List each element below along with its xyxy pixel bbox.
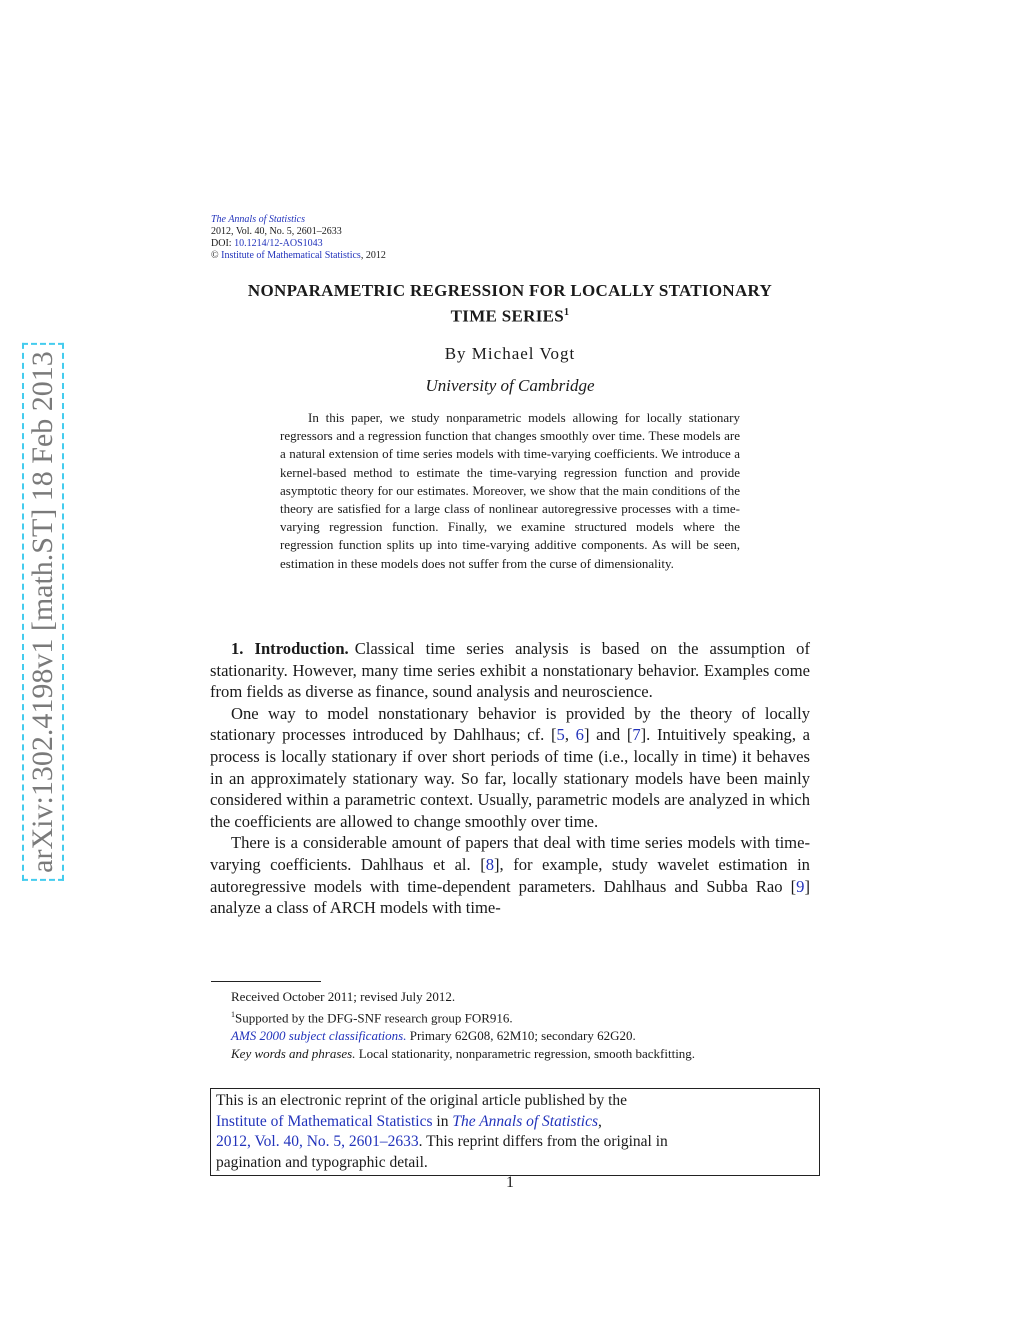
- intro-paragraph-2: One way to model nonstationary behavior is provided by the theory of locally stationary processes introduced by Dahlhaus; cf. [5, 6] and [7]. Intuitively speaking, a process is locally stationary if over short periods of time (i.e., locally in time) it behaves in an approximately stationary way. So far, locally stationary models have been mainly considered within a parametric context. Usually, parametric models are analyzed in which the coefficients are allowed to change smoothly over time.: [210, 703, 811, 831]
- ref-9-link[interactable]: 9: [796, 876, 805, 896]
- copyright-icon: ©: [211, 250, 219, 261]
- journal-name-link[interactable]: The Annals of Statistics: [211, 214, 305, 225]
- support-note: $^1$Supported by the DFG-SNF research group FOR916.: [231, 1010, 513, 1026]
- reprint-notice-box: [210, 1088, 820, 1176]
- page-number: 1: [506, 1174, 514, 1191]
- ref-8-link[interactable]: 8: [485, 854, 495, 874]
- journal-copyright: © Institute of Mathematical Statistics, 2012: [211, 250, 386, 261]
- reprint-line-2: Institute of Mathematical Statistics in The Annals of Statistics,: [216, 1112, 602, 1130]
- intro-paragraph-1: 1. Introduction. Classical time series analysis is based on the assumption of stationarity. However, many time series exhibit a nonstationary behavior. Examples come from fields as diverse as finance, sound analysis and neuroscience.: [210, 639, 810, 702]
- arxiv-stamp-text: arXiv:1302.4198v1 [math.ST] 18 Feb 2013: [22, 343, 64, 881]
- ref-5-link[interactable]: 5: [556, 725, 565, 745]
- institute-link[interactable]: Institute of Mathematical Statistics: [221, 250, 361, 261]
- affiliation: University of Cambridge: [425, 376, 595, 395]
- journal-header: [211, 214, 386, 262]
- title-line-1: NONPARAMETRIC REGRESSION FOR LOCALLY STATIONARY: [247, 281, 773, 300]
- doi-link[interactable]: 10.1214/12-AOS1043: [234, 238, 323, 249]
- intro-paragraph-3: There is a considerable amount of papers that deal with time series models with time-varying coefficients. Dahlhaus et al. [8], for example, study wavelet estimation in autoregressive models with time-dependent parameters. Dahlhaus and Subba Rao [9] analyze a class of ARCH models with time-: [210, 833, 810, 918]
- abstract: In this paper, we study nonparametric models allowing for locally stationary regressors and a regression function that changes smoothly over time. These models are a natural extension of time series models with time-varying coefficients. We introduce a kernel-based method to estimate the time-varying regression function and provide asymptotic theory for our estimates. Moreover, we show that the main conditions of the theory are satisfied for a large class of nonlinear autoregressive processes with a time-varying regression function. Finally, we examine structured models where the regression function splits up into time-varying additive components. As will be seen, estimation in these models does not suffer from the curse of dimensionality.: [280, 410, 740, 571]
- introduction-section: [210, 638, 810, 919]
- author: By Michael Vogt: [444, 344, 576, 363]
- ref-6-link[interactable]: 6: [575, 725, 584, 745]
- ref-7-link[interactable]: 7: [632, 725, 641, 745]
- reprint-issue-link[interactable]: 2012, Vol. 40, No. 5, 2601–2633: [216, 1133, 419, 1150]
- arxiv-stamp: [25, 312, 61, 912]
- received-note: Received October 2011; revised July 2012.: [231, 989, 456, 1004]
- keywords: Key words and phrases. Local stationarity, nonparametric regression, smooth backfitting.: [231, 1046, 696, 1062]
- paper-title: [200, 280, 820, 328]
- title-footnote-mark: 1: [564, 307, 570, 318]
- footnotes: [211, 988, 811, 1063]
- reprint-journal-link[interactable]: The Annals of Statistics: [452, 1112, 599, 1130]
- section-heading: 1. Introduction.: [231, 639, 349, 658]
- reprint-institute-link[interactable]: Institute of Mathematical Statistics: [216, 1112, 433, 1130]
- journal-doi: DOI: 10.1214/12-AOS1043: [211, 238, 323, 249]
- journal-issue: 2012, Vol. 40, No. 5, 2601–2633: [211, 226, 342, 237]
- reprint-line-1: This is an electronic reprint of the original article published by the: [216, 1092, 628, 1109]
- ams-link[interactable]: AMS 2000 subject classifications.: [231, 1028, 407, 1044]
- reprint-line-3: 2012, Vol. 40, No. 5, 2601–2633. This reprint differs from the original in: [216, 1133, 668, 1150]
- ams-classification: AMS 2000 subject classifications. Primary 62G08, 62M10; secondary 62G20.: [231, 1028, 636, 1044]
- title-line-2: TIME SERIES$^1$: [450, 306, 570, 326]
- footnote-rule: [211, 981, 321, 982]
- reprint-line-4: pagination and typographic detail.: [216, 1153, 428, 1171]
